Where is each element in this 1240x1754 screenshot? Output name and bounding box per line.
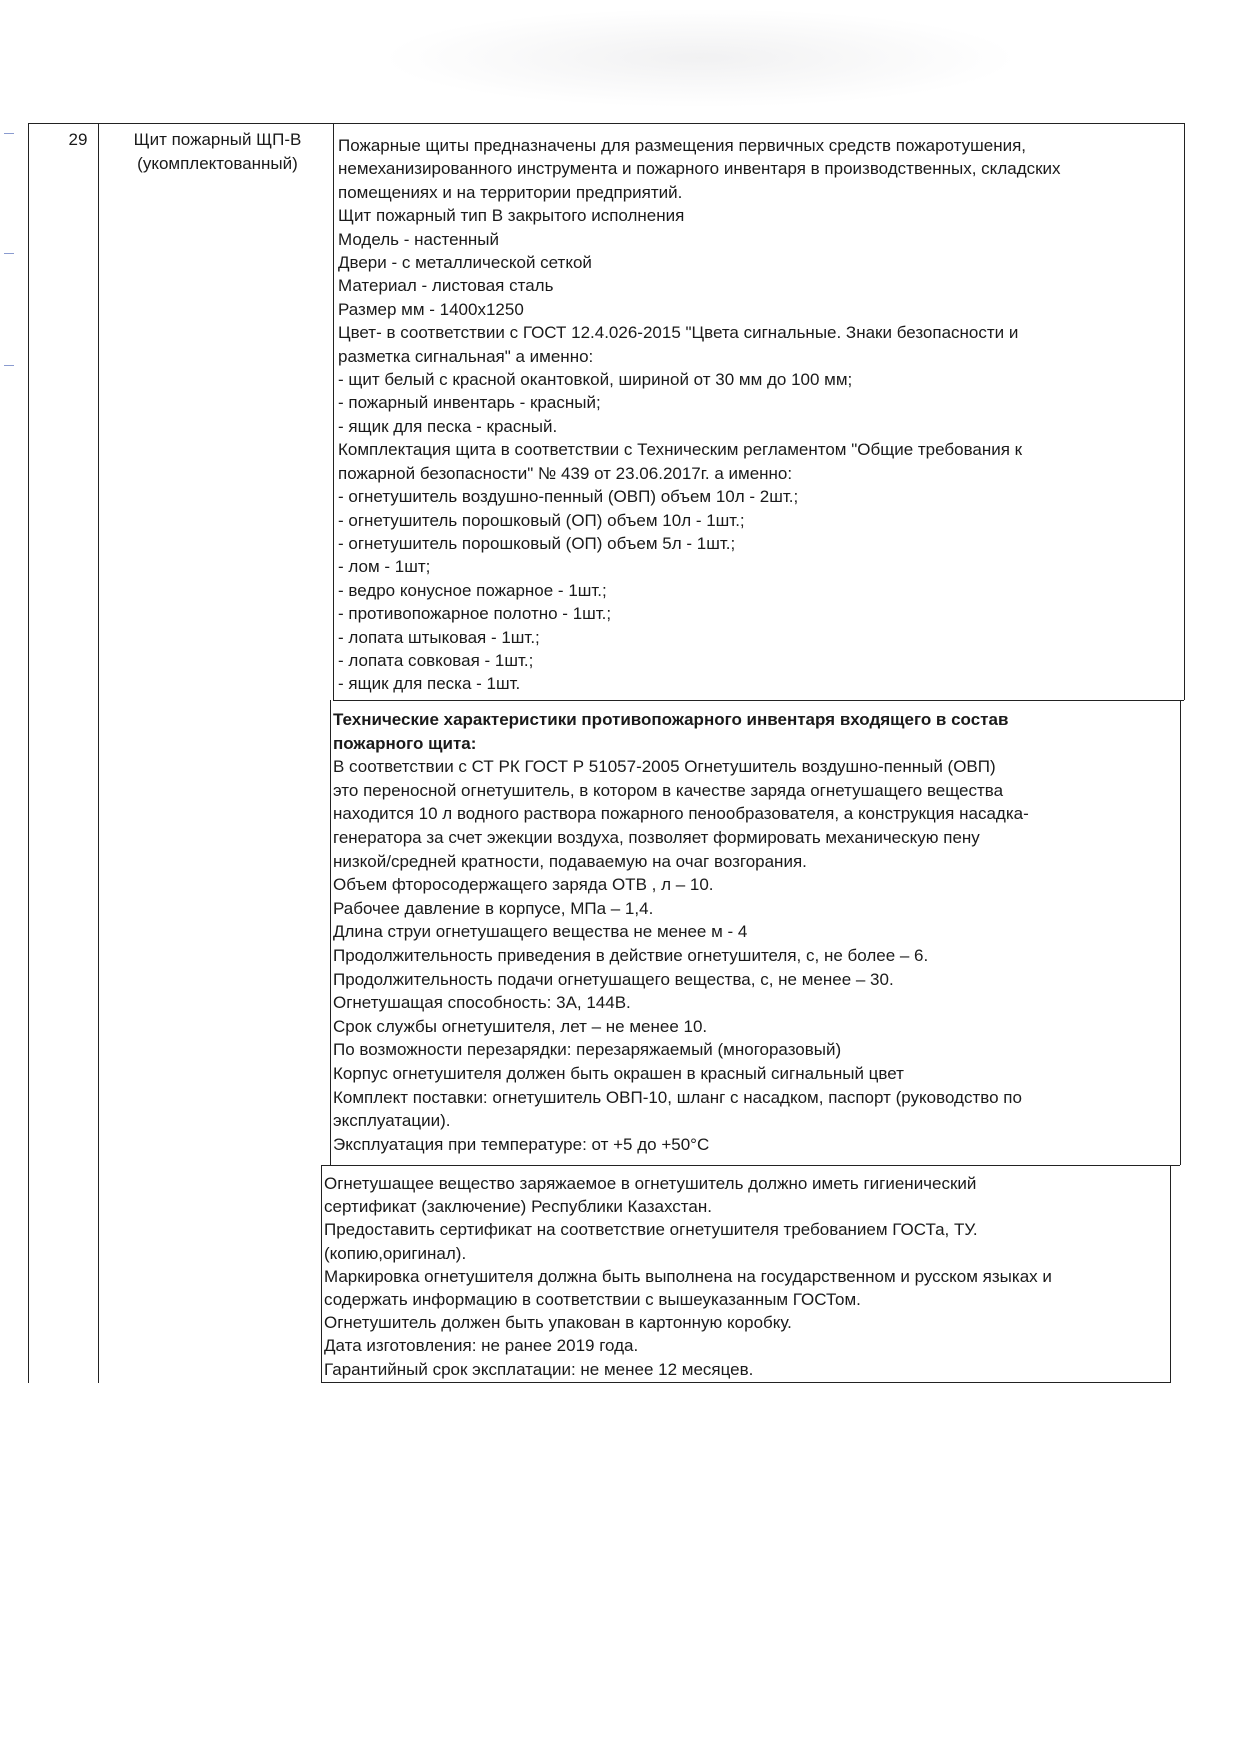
text-line: - ящик для песка - 1шт. [338,674,521,694]
specs-block [333,708,1029,1156]
text-line: Рабочее давление в корпусе, МПа – 1,4. [333,898,654,918]
text-line: По возможности перезарядки: перезаряжаемый (многоразовый) [333,1040,842,1060]
specs-heading-line: пожарного щита: [333,733,477,753]
text-line: пожарной безопасности" № 439 от 23.06.2017г. а именно: [338,463,793,483]
text-line: Цвет- в соответствии с ГОСТ 12.4.026-2015 "Цвета сигнальные. Знаки безопасности и [338,323,1019,343]
text-line: содержать информацию в соответствии с вышеуказанным ГОСТом. [324,1290,861,1310]
item-name-line: Щит пожарный ЩП-В [133,130,302,149]
text-line: Огнетушащее вещество заряжаемое в огнетушитель должно иметь гигиенический [324,1174,977,1193]
text-line: генератора за счет эжекции воздуха, позволяет формировать механическую пену [333,827,980,847]
text-line: низкой/средней кратности, подаваемую на очаг возгорания. [333,851,807,871]
text-line: - противопожарное полотно - 1шт.; [338,604,612,624]
text-line: разметка сигнальная" а именно: [338,346,594,366]
scan-smudge [380,8,1020,108]
text-line: сертификат (заключение) Республики Казахстан. [324,1197,712,1217]
text-line: это переносной огнетушитель, в котором в качестве заряда огнетушащего вещества [333,780,1004,800]
text-line: Пожарные щиты предназначены для размещения первичных средств пожаротушения, [338,136,1027,155]
column-divider-2-lower [321,1165,322,1383]
text-line: - огнетушитель воздушно-пенный (ОВП) объем 10л - 2шт.; [338,487,799,507]
item-name-cell [105,128,330,176]
column-divider-1 [98,123,99,1383]
table-right-border-upper [1184,123,1185,700]
text-line: Объем фторосодержащего заряда ОТВ , л – 10. [333,875,714,895]
text-line: Комплектация щита в соответствии с Техническим регламентом "Общие требования к [338,440,1023,460]
text-line: немеханизированного инструмента и пожарного инвентаря в производственных, складских [338,159,1061,179]
row-number-cell [58,128,98,152]
text-line: - ведро конусное пожарное - 1шт.; [338,580,607,600]
margin-tick [4,365,14,366]
requirements-block [324,1172,1052,1381]
block-divider-2 [322,1165,1180,1166]
text-line: - огнетушитель порошковый (ОП) объем 5л - 1шт.; [338,533,736,553]
text-line: - пожарный инвентарь - красный; [338,393,601,413]
text-line: Материал - листовая сталь [338,276,554,296]
text-line: Продолжительность подачи огнетушащего вещества, с, не менее – 30. [333,969,894,989]
text-line: Корпус огнетушителя должен быть окрашен в красный сигнальный цвет [333,1063,904,1083]
text-line: Продолжительность приведения в действие огнетушителя, с, не более – 6. [333,945,929,965]
table-bottom-border [322,1382,1171,1383]
text-line: находится 10 л водного раствора пожарного пенообразователя, а конструкция насадка- [333,804,1029,824]
text-line: помещениях и на территории предприятий. [338,182,683,202]
text-line: Двери - с металлической сеткой [338,253,592,273]
text-line: Дата изготовления: не ранее 2019 года. [324,1336,639,1356]
column-divider-2-middle [330,700,331,1165]
text-line: - лом - 1шт; [338,557,431,577]
text-line: Щит пожарный тип В закрытого исполнения [338,206,685,226]
margin-tick [4,253,14,254]
row-number: 29 [68,130,88,149]
text-line: Эксплуатация при температуре: от +5 до +50°С [333,1134,710,1154]
text-line: Огнетушитель должен быть упакован в картонную коробку. [324,1313,792,1333]
specs-heading-line: Технические характеристики противопожарного инвентаря входящего в состав [333,710,1009,729]
text-line: Длина струи огнетушащего вещества не менее м - 4 [333,922,748,942]
text-line: Комплект поставки: огнетушитель ОВП-10, шланг с насадком, паспорт (руководство по [333,1087,1022,1107]
description-block [338,134,1061,696]
text-line: - огнетушитель порошковый (ОП) объем 10л - 1шт.; [338,510,745,530]
table-right-border-lower [1170,1165,1171,1383]
text-line: эксплуатации). [333,1111,451,1131]
margin-tick [4,133,14,134]
table-top-border [28,123,1185,124]
table-right-border-middle [1180,700,1181,1165]
text-line: (копию,оригинал). [324,1243,467,1263]
column-divider-2-upper [333,123,334,700]
text-line: Гарантийный срок эксплатации: не менее 12 месяцев. [324,1359,754,1379]
block-divider-1 [333,700,1184,701]
text-line: В соответствии с СТ РК ГОСТ Р 51057-2005 Огнетушитель воздушно-пенный (ОВП) [333,757,996,777]
text-line: Срок службы огнетушителя, лет – не менее 10. [333,1016,708,1036]
text-line: Предоставить сертификат на соответствие огнетушителя требованием ГОСТа, ТУ. [324,1220,978,1240]
text-line: - щит белый с красной окантовкой, шириной от 30 мм до 100 мм; [338,370,853,390]
text-line: Размер мм - 1400х1250 [338,299,524,319]
text-line: Маркировка огнетушителя должна быть выполнена на государственном и русском языках и [324,1266,1052,1286]
text-line: - лопата штыковая - 1шт.; [338,627,540,647]
text-line: Модель - настенный [338,229,500,249]
text-line: - ящик для песка - красный. [338,416,558,436]
table-left-border [28,123,29,1383]
text-line: - лопата совковая - 1шт.; [338,650,534,670]
text-line: Огнетушащая способность: 3А, 144В. [333,993,631,1013]
item-name-line: (укомплектованный) [137,154,298,173]
